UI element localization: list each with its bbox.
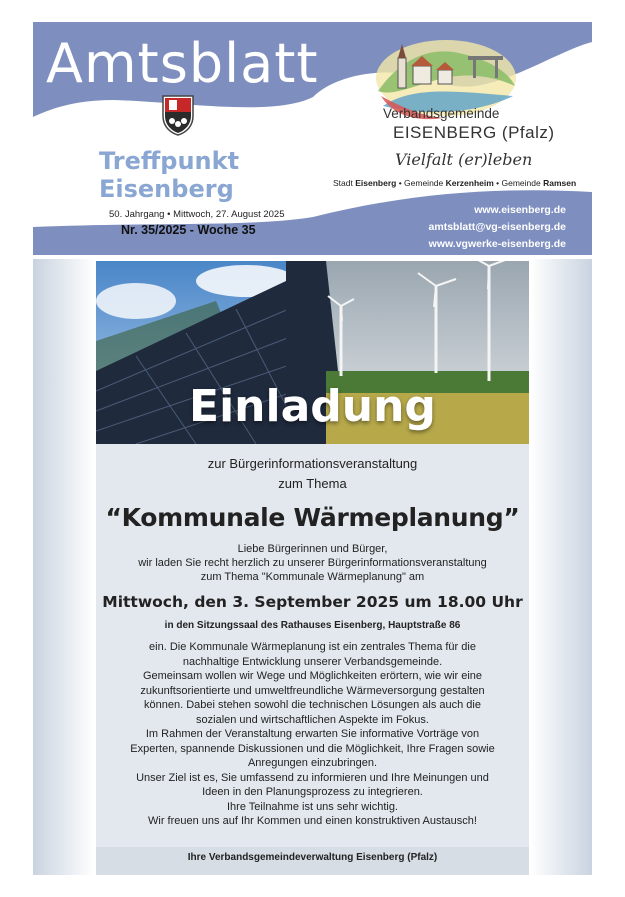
website-link[interactable]: www.eisenberg.de [474, 204, 566, 216]
vg-name-line-2: EISENBERG (Pfalz) [393, 123, 555, 142]
body-text [96, 640, 529, 829]
body-line: Ideen in den Planungsprozess zu integrieren. [202, 786, 423, 798]
body-line: nachhaltige Entwicklung unserer Verbandsgemeinde. [182, 655, 443, 668]
intro-line: wir laden Sie recht herzlich zu unserer Bürgerinformationsveranstaltung [138, 557, 487, 569]
municipality-name: Kerzenheim [445, 178, 494, 188]
intro-line: zum Thema "Kommunale Wärmeplanung" am [200, 571, 425, 583]
subtitle-line-2: Eisenberg [99, 175, 234, 203]
body-line: zukunftsorientierte und umweltfreundliche Wärmeversorgung gestalten [140, 684, 485, 697]
body-line: Wir freuen uns auf Ihr Kommen und einen konstruktiven Austausch! [148, 815, 477, 827]
body-line: Im Rahmen der Veranstaltung erwarten Sie informative Vorträge von [145, 728, 480, 740]
municipality-name: Eisenberg [355, 178, 397, 188]
municipality-separator: • [396, 178, 405, 188]
body-line: sozialen und wirtschaftlichen Aspekte im Fokus. [196, 713, 429, 726]
event-subtitle-line: zum Thema [278, 476, 347, 491]
municipality-prefix: Stadt [333, 178, 356, 188]
vg-name-line-1: Verbandsgemeinde [383, 106, 500, 121]
municipality-prefix: Gemeinde [501, 178, 544, 188]
intro-text [96, 542, 529, 584]
municipality-separator: • [493, 178, 502, 188]
body-line: können. Dabei stehen sowohl die technischen Lösungen als auch die [144, 699, 481, 711]
event-location: in den Sitzungssaal des Rathauses Eisenberg, Hauptstraße 86 [164, 620, 461, 631]
body-line: Experten, spannende Diskussionen und die Möglichkeit, Ihre Fragen sowie [130, 742, 495, 755]
body-line: Gemeinsam wollen wir Wege und Möglichkeiten erörtern, wie wir eine [142, 670, 483, 682]
coat-of-arms-icon [161, 94, 195, 136]
body-line: Anregungen einzubringen. [247, 757, 378, 769]
body-line: Ihre Teilnahme ist uns sehr wichtig. [227, 800, 398, 813]
municipalities-line [333, 178, 576, 188]
vgwerke-link[interactable]: www.vgwerke-eisenberg.de [428, 238, 566, 250]
subtitle-line-1: Treffpunkt [99, 147, 240, 175]
contact-links [429, 202, 566, 253]
municipality-name: Ramsen [543, 178, 577, 188]
invitation-headline: Einladung [189, 381, 436, 432]
event-topic: “Kommunale Wärmeplanung” [105, 503, 520, 532]
event-date: Mittwoch, den 3. September 2025 um 18.00 Uhr [102, 593, 523, 611]
body-line: Unser Ziel ist es, Sie umfassend zu informieren und Ihre Meinungen und [136, 771, 489, 784]
issue-meta: 50. Jahrgang • Mittwoch, 27. August 2025 [109, 209, 285, 220]
email-link[interactable]: amtsblatt@vg-eisenberg.de [428, 221, 566, 233]
issue-number: Nr. 35/2025 - Woche 35 [121, 223, 256, 237]
signature: Ihre Verbandsgemeindeverwaltung Eisenberg (Pfalz) [187, 852, 438, 863]
masthead-header [33, 22, 592, 255]
municipality-prefix: Gemeinde [404, 178, 446, 188]
intro-line: Liebe Bürgerinnen und Bürger, [237, 543, 388, 555]
body-line: ein. Die Kommunale Wärmeplanung ist ein zentrales Thema für die [149, 641, 476, 653]
event-subtitle [96, 454, 529, 494]
slogan: Vielfalt (er)leben [395, 150, 533, 169]
masthead-title: Amtsblatt [46, 32, 319, 95]
event-subtitle-line: zur Bürgerinformationsveranstaltung [207, 456, 418, 471]
invitation-poster [33, 259, 592, 875]
publication-subtitle [99, 147, 239, 203]
